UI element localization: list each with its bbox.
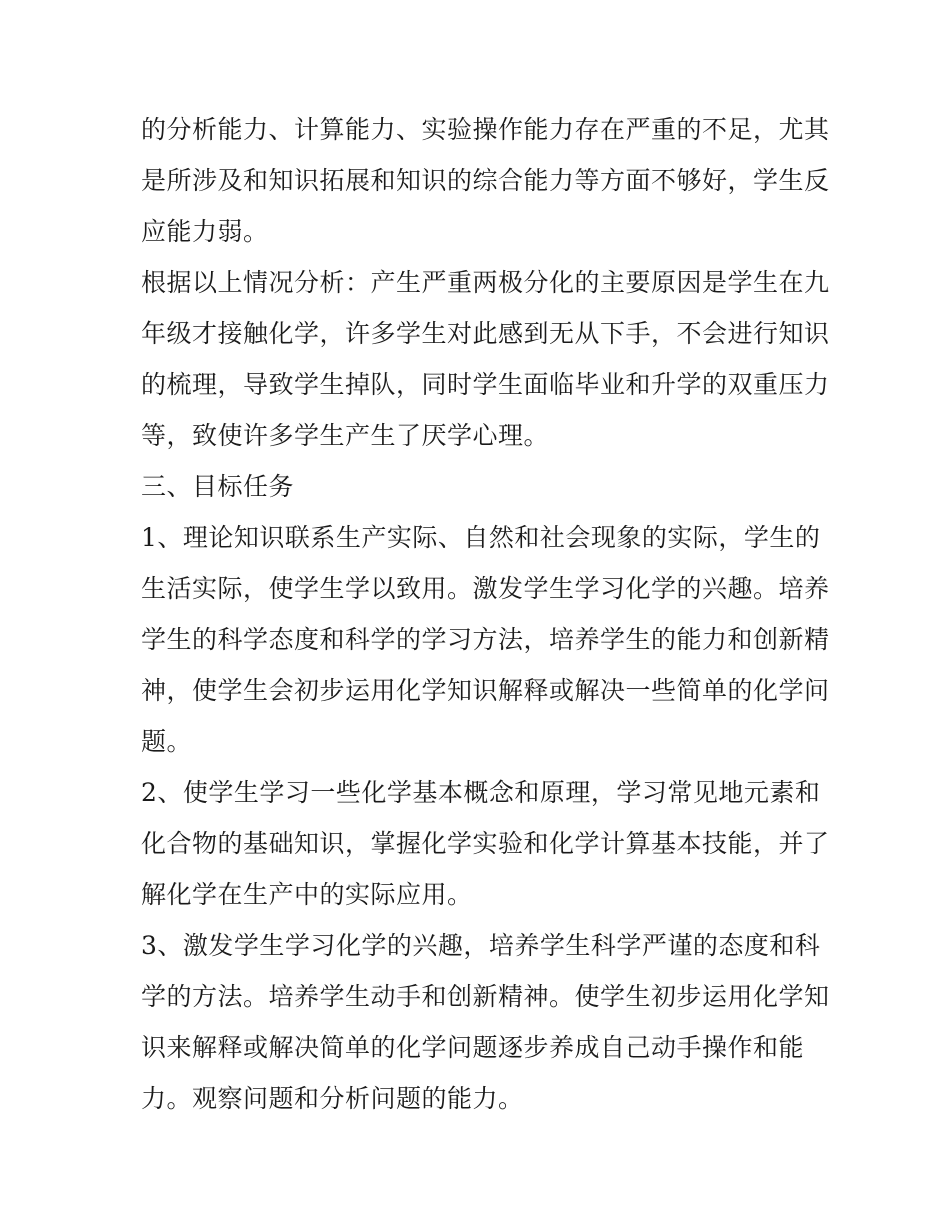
document-body [141,104,830,1124]
text-line: 的梳理，导致学生掉队，同时学生面临毕业和升学的双重压力 [141,370,830,399]
paragraph-cause-analysis [141,257,830,461]
text-line: 解化学在生产中的实际应用。 [141,880,473,909]
paragraph-analysis-weakness [141,104,830,257]
paragraph-goal-2 [141,767,830,920]
section-heading: 三、目标任务 [141,472,295,501]
text-line: 题。 [141,727,193,756]
text-line: 是所涉及和知识拓展和知识的综合能力等方面不够好，学生反 [141,166,830,195]
text-line: 1、理论知识联系生产实际、自然和社会现象的实际，学生的 [141,523,821,552]
text-line: 的分析能力、计算能力、实验操作能力存在严重的不足，尤其 [141,115,830,144]
paragraph-goal-3 [141,920,830,1124]
text-line: 力。观察问题和分析问题的能力。 [141,1084,524,1113]
section-heading-goals [141,461,813,512]
text-line: 神，使学生会初步运用化学知识解释或解决一些简单的化学问 [141,676,830,705]
text-line: 应能力弱。 [141,217,269,246]
text-line: 生活实际，使学生学以致用。激发学生学习化学的兴趣。培养 [141,574,830,603]
text-line: 年级才接触化学，许多学生对此感到无从下手，不会进行知识 [141,319,830,348]
text-line: 等，致使许多学生产生了厌学心理。 [141,421,550,450]
text-line: 识来解释或解决简单的化学问题逐步养成自己动手操作和能 [141,1033,805,1062]
text-line: 学的方法。培养学生动手和创新精神。使学生初步运用化学知 [141,982,830,1011]
text-line: 根据以上情况分析：产生严重两极分化的主要原因是学生在九 [141,268,830,297]
text-line: 3、激发学生学习化学的兴趣，培养学生科学严谨的态度和科 [141,931,821,960]
paragraph-goal-1 [141,512,830,767]
text-line: 学生的科学态度和科学的学习方法，培养学生的能力和创新精 [141,625,830,654]
text-line: 2、使学生学习一些化学基本概念和原理，学习常见地元素和 [141,778,821,807]
text-line: 化合物的基础知识，掌握化学实验和化学计算基本技能，并了 [141,829,830,858]
